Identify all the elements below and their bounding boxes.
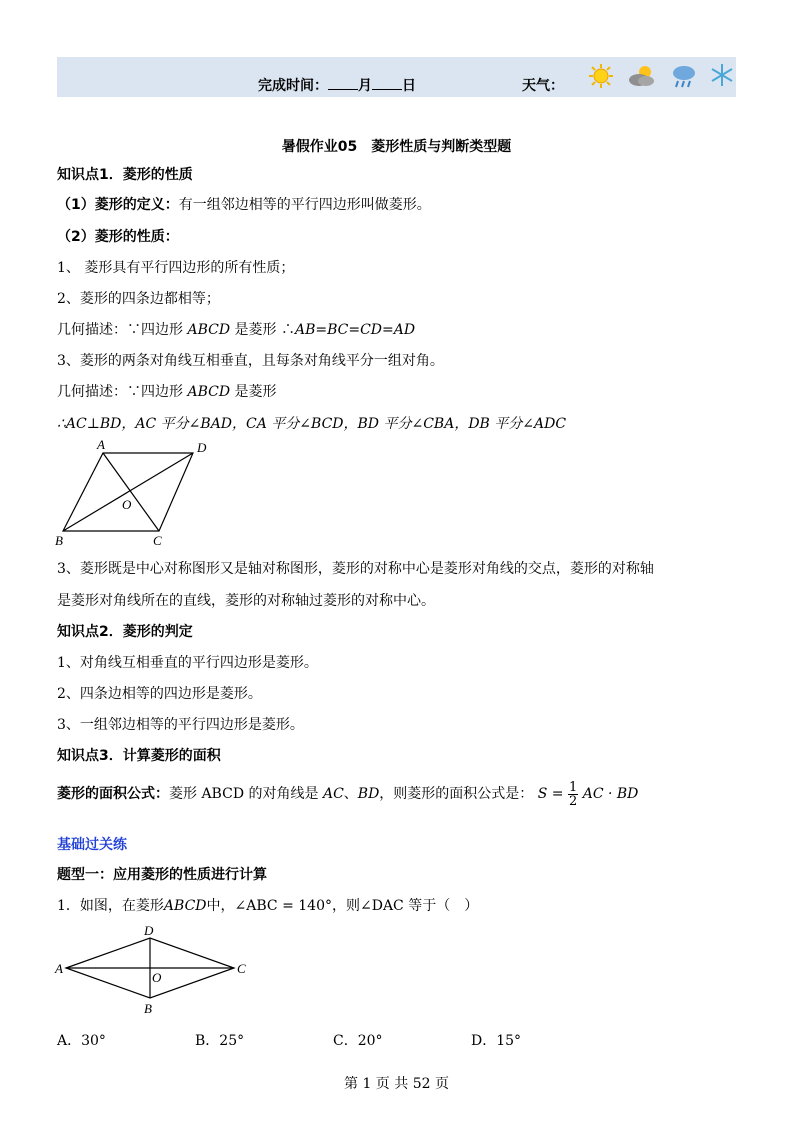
rhombus-figure-2: [52, 920, 252, 1020]
property-4-line-1: 3、菱形既是中心对称图形又是轴对称图形，菱形的对称中心是菱形对角线的交点，菱形的对称轴: [57, 561, 654, 577]
page-title: 暑假作业05 菱形性质与判断类型题: [281, 139, 512, 155]
geo2-abcd: ABCD: [187, 384, 231, 400]
geo1-prefix: 几何描述：∵四边形: [57, 322, 183, 338]
option-b[interactable]: B．25°: [195, 1033, 245, 1049]
kp1-heading: 知识点1．菱形的性质: [57, 167, 193, 183]
property-2: 2、菱形的四条边都相等；: [57, 291, 220, 307]
geo1-mid: 是菱形 ∴: [234, 322, 295, 338]
geo1-abcd: ABCD: [187, 322, 231, 338]
area-formula: [57, 776, 638, 812]
month-label: 月: [358, 78, 372, 94]
definition-label: （1）菱形的定义：: [57, 197, 179, 213]
formula-text-2: ，则菱形的面积公式是：: [379, 786, 534, 802]
formula-tail: AC · BD: [582, 786, 639, 802]
definition-text: 有一组邻边相等的平行四边形叫做菱形。: [178, 197, 431, 213]
practice-heading: 基础过关练: [57, 837, 127, 853]
question-type-1: 题型一：应用菱形的性质进行计算: [57, 867, 267, 883]
formula-sep: 、: [343, 786, 358, 802]
kp1-properties-label: （2）菱形的性质：: [57, 229, 179, 245]
geometric-description-2: [57, 381, 277, 401]
day-label: 日: [402, 78, 416, 94]
geo1-equation: AB=BC=CD=AD: [294, 322, 416, 338]
label-a: A: [97, 437, 105, 452]
geometric-description-1: [57, 319, 415, 339]
fraction-numerator: 1: [568, 779, 578, 795]
snow-icon: [710, 63, 734, 87]
option-d[interactable]: D．15°: [471, 1033, 522, 1049]
question-1: [57, 895, 478, 915]
label-c: C: [237, 961, 246, 976]
month-blank[interactable]: [328, 75, 358, 90]
geo2-prefix: 几何描述：∵四边形: [57, 384, 183, 400]
diagonal-conclusion: ∴AC⊥BD，AC 平分∠BAD，CA 平分∠BCD，BD 平分∠CBA，DB 平分∠ADC: [57, 416, 567, 432]
diagonal-ac: [103, 453, 159, 531]
formula-bd: BD: [357, 786, 380, 802]
property-1: 1、 菱形具有平行四边形的所有性质；: [57, 260, 295, 276]
label-d: D: [197, 440, 207, 455]
property-3: 3、菱形的两条对角线互相垂直，且每条对角线平分一组对角。: [57, 353, 444, 369]
option-a[interactable]: A．30°: [57, 1033, 106, 1049]
label-a: A: [55, 961, 63, 976]
q1-abcd: ABCD: [163, 898, 207, 914]
sun-icon: [588, 63, 614, 89]
q1-prefix: 1．如图，在菱形: [57, 898, 164, 914]
label-b: B: [55, 533, 63, 548]
judgement-2: 2、四条边相等的四边形是菱形。: [57, 686, 262, 702]
partly-cloudy-icon: [627, 63, 657, 89]
fraction-denominator: 2: [568, 793, 578, 809]
completion-time: [258, 75, 416, 95]
kp1-definition: [57, 194, 431, 214]
label-b: B: [144, 1001, 152, 1016]
label-d: D: [144, 923, 154, 938]
formula-text-1: 菱形 ABCD 的对角线是: [169, 786, 323, 802]
property-4-line-2: 是菱形对角线所在的直线，菱形的对称轴过菱形的对称中心。: [57, 593, 435, 609]
weather-label: 天气：: [522, 78, 564, 94]
label-c: C: [153, 533, 162, 548]
rain-icon: [670, 63, 698, 91]
page-footer: 第 1 页 共 52 页: [344, 1076, 449, 1092]
day-blank[interactable]: [372, 75, 402, 90]
rhombus-figure-1: [55, 437, 215, 549]
kp3-heading: 知识点3．计算菱形的面积: [57, 748, 221, 764]
judgement-3: 3、一组邻边相等的平行四边形是菱形。: [57, 717, 304, 733]
formula-s: S =: [537, 786, 564, 802]
formula-fraction: [568, 781, 578, 808]
kp2-heading: 知识点2．菱形的判定: [57, 624, 193, 640]
completion-label: 完成时间：: [258, 78, 328, 94]
judgement-1: 1、对角线互相垂直的平行四边形是菱形。: [57, 655, 318, 671]
formula-ac: AC: [322, 786, 344, 802]
q1-text: 中，∠ABC = 140°，则∠DAC 等于（ ）: [206, 898, 479, 914]
option-c[interactable]: C．20°: [333, 1033, 383, 1049]
label-o: O: [152, 970, 162, 985]
label-o: O: [122, 497, 132, 512]
geo2-suffix: 是菱形: [234, 384, 277, 400]
formula-label: 菱形的面积公式：: [57, 786, 169, 802]
